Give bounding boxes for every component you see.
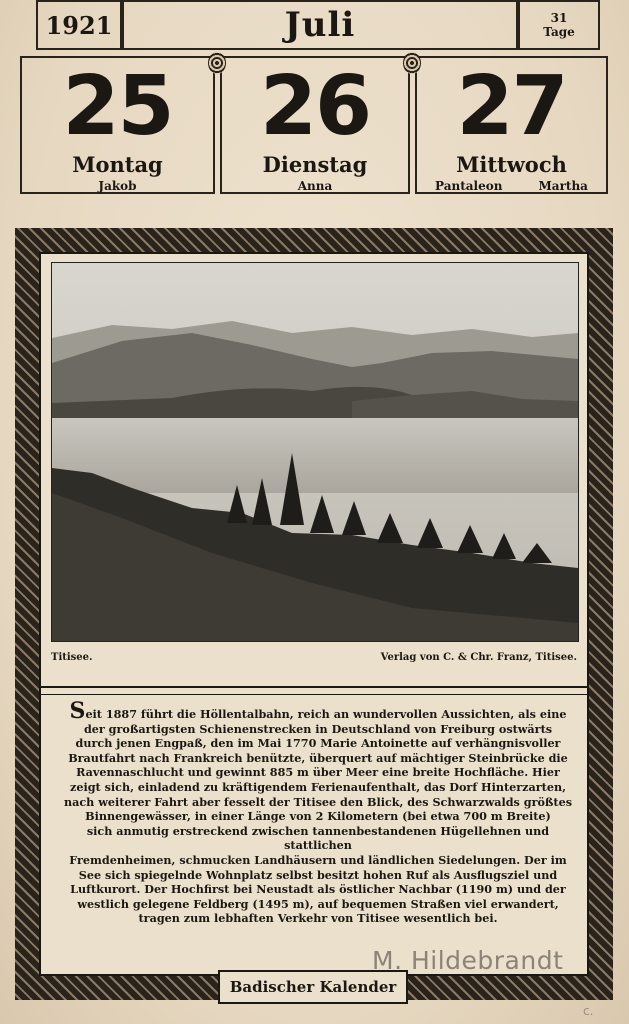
article-line: sich anmutig erstreckend zwischen tannenbestandenen Hügellehnen und stattlichen — [86, 823, 550, 853]
days-count: 31 — [550, 11, 568, 25]
caption-publisher: Verlag von C. & Chr. Franz, Titisee. — [380, 652, 577, 663]
caption-place: Titisee. — [51, 652, 93, 663]
saint-name: Anna — [297, 179, 333, 193]
saint-name: Jakob — [98, 179, 137, 193]
year-label: 1921 — [36, 0, 122, 50]
calendar-title-badge: Badischer Kalender — [218, 970, 408, 1004]
pinecone-ornament-icon — [403, 52, 421, 74]
article-line: nach weiterer Fahrt aber fesselt der Titisee den Blick, des Schwarzwalds größtes — [63, 794, 573, 809]
article-line: Binnengewässer, in einer Länge von 2 Kilometern (bei etwa 700 m Breite) — [85, 809, 551, 824]
article-line: Fremdenheimen, schmucken Landhäusern und ländlichen Siedelungen. Der im — [69, 852, 567, 867]
drop-cap: S — [69, 698, 86, 724]
pinecone-ornament-icon — [208, 52, 226, 74]
saint-name: Martha — [538, 179, 588, 193]
article-line: Brautfahrt nach Frankreich benützte, überquert auf mächtiger Steinbrücke die — [68, 750, 568, 765]
article-line: Ravennaschlucht und gewinnt 885 m über Meer eine breite Hochfläche. Hier — [76, 765, 560, 780]
article-text — [63, 698, 573, 926]
lake-photograph — [51, 262, 579, 642]
saint-name: Pantaleon — [435, 179, 503, 193]
ornamental-divider — [41, 686, 587, 695]
month-label: Juli — [122, 0, 518, 50]
article-line: zeigt sich, einladend zu kräftigendem Ferienaufenthalt, das Dorf Hinterzarten, — [70, 779, 566, 794]
day-box-tuesday — [220, 56, 410, 194]
corner-pencil-mark: c. — [583, 1004, 594, 1018]
article-line: tragen zum lebhaften Verkehr von Titisee wesentlich bei. — [138, 911, 498, 926]
day-number: 26 — [259, 59, 371, 154]
photo-caption — [51, 652, 577, 663]
decorative-frame — [15, 228, 613, 1000]
article-line: westlich gelegene Feldberg (1495 m), auf bequemen Straßen viel erwandert, — [77, 896, 559, 911]
days-word: Tage — [543, 25, 575, 39]
weekday-label: Mittwoch — [456, 152, 567, 177]
photographer-watermark: M. Hildebrandt — [372, 946, 564, 975]
article-line: See sich spiegelnde Wohnplatz selbst besitzt hohen Ruf als Ausflugsziel und — [78, 867, 558, 882]
article-line: Seit 1887 führt die Höllentalbahn, reich an wundervollen Aussichten, als eine — [69, 698, 567, 724]
titisee-landscape-image — [52, 263, 578, 641]
article-line: der großartigsten Schienenstrecken in Deutschland von Freiburg ostwärts — [83, 721, 553, 736]
day-number: 25 — [62, 59, 173, 154]
day-box-wednesday — [415, 56, 608, 194]
day-box-monday — [20, 56, 215, 194]
weekday-label: Montag — [72, 152, 163, 177]
day-number: 27 — [456, 59, 567, 154]
article-line: Luftkurort. Der Hochfirst bei Neustadt als östlicher Nachbar (1190 m) und der — [70, 882, 566, 897]
weekday-label: Dienstag — [262, 152, 368, 177]
days-in-month — [518, 0, 600, 50]
content-panel — [39, 252, 589, 976]
calendar-header — [20, 0, 608, 197]
article-line: durch jenen Engpaß, den im Mai 1770 Marie Antoinette auf verhängnisvoller — [75, 736, 561, 751]
